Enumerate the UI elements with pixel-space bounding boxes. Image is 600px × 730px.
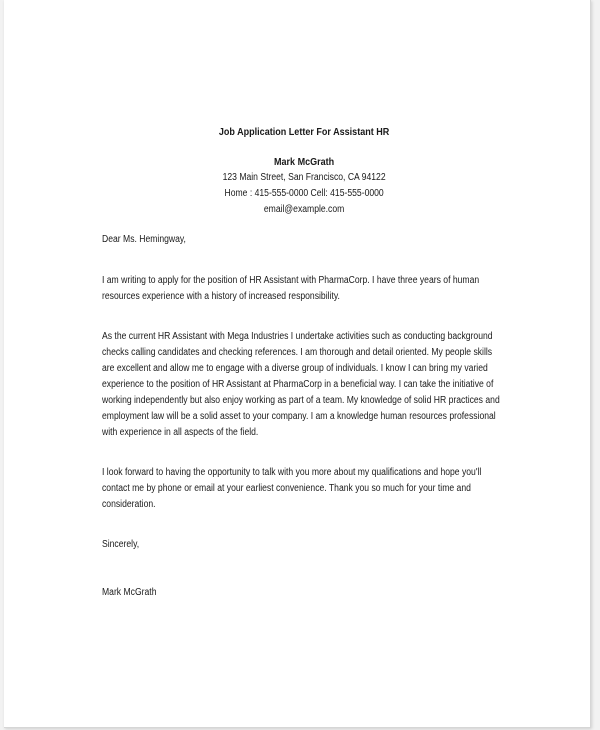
sender-email: email@example.com bbox=[263, 204, 345, 215]
paragraph-intro: I am writing to apply for the position of HR Assistant with PharmaCorp. I have three years of human resources experience with a history of increased responsibility. bbox=[102, 275, 480, 302]
sender-phones: Home : 415-555-0000 Cell: 415-555-0000 bbox=[224, 188, 384, 199]
salutation: Dear Ms. Hemingway, bbox=[102, 234, 186, 245]
paragraph-closing: I look forward to having the opportunity to talk with you more about my qualifications and hope you'll contact me by phone or email at your earliest convenience. Thank you so much for your time and consideration. bbox=[102, 467, 482, 510]
sender-address: 123 Main Street, San Francisco, CA 94122 bbox=[222, 172, 386, 183]
document-page bbox=[4, 0, 591, 728]
letter-title: Job Application Letter For Assistant HR bbox=[218, 126, 390, 138]
sender-name: Mark McGrath bbox=[273, 156, 335, 168]
sender-block bbox=[102, 154, 506, 218]
closing: Sincerely, bbox=[102, 539, 140, 550]
signature: Mark McGrath bbox=[102, 587, 157, 598]
letter-body bbox=[102, 124, 506, 625]
paragraph-experience: As the current HR Assistant with Mega Industries I undertake activities such as conducting background checks calling candidates and checking references. I am thorough and detail oriented. My people skills are excellent and allow me to engage with a diverse group of individuals. I know I can bring my varied experience to the position of HR Assistant at PharmaCorp in a beneficial way. I can take the initiative of working independently but also enjoy working as part of a team. My knowledge of solid HR practices and employment law will be a solid asset to your company. I am a knowledge human resources professional with experience in all aspects of the field. bbox=[102, 331, 500, 438]
